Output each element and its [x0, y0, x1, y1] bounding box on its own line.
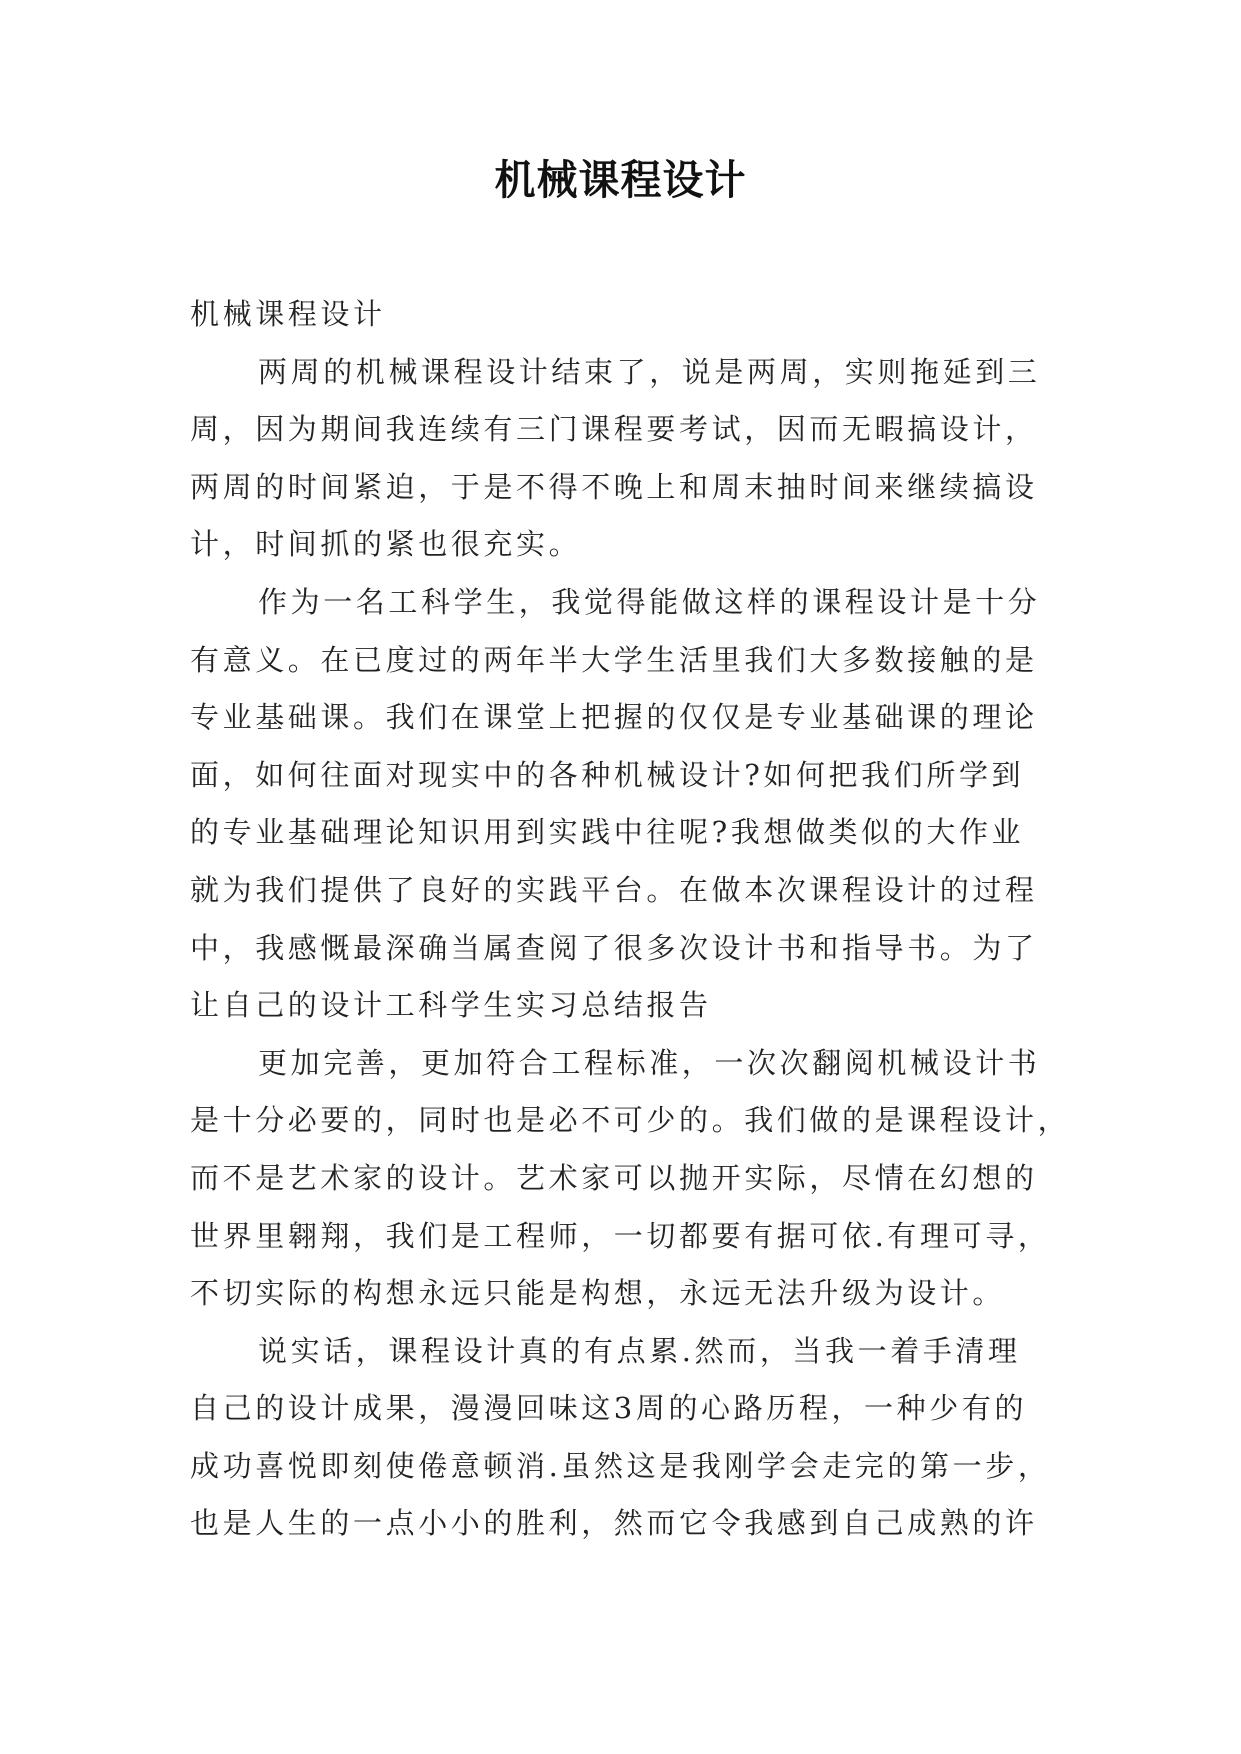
text-line: 世界里翱翔，我们是工程师，一切都要有据可依.有理可寻， — [190, 1218, 1051, 1253]
text-line: 作为一名工科学生，我觉得能做这样的课程设计是十分 — [258, 584, 1041, 619]
document-title: 机械课程设计 — [494, 156, 747, 204]
text-line: 的专业基础理论知识用到实践中往呢?我想做类似的大作业 — [190, 815, 1025, 850]
text-line: 两周的机械课程设计结束了，说是两周，实则拖延到三 — [258, 354, 1041, 389]
text-line: 不切实际的构想永远只能是构想，永远无法升级为设计。 — [190, 1276, 1006, 1311]
text-line: 是十分必要的，同时也是必不可少的。我们做的是课程设计， — [190, 1103, 1071, 1138]
text-line: 面，如何往面对现实中的各种机械设计?如何把我们所学到 — [190, 757, 1025, 792]
text-line: 说实话，课程设计真的有点累.然而，当我一着手清理 — [258, 1333, 1021, 1368]
text-line: 成功喜悦即刻使倦意顿消.虽然这是我刚学会走完的第一步， — [190, 1448, 1051, 1483]
text-line: 让自己的设计工科学生实习总结报告 — [190, 988, 712, 1023]
text-line: 计，时间抓的紧也很充实。 — [190, 527, 582, 562]
text-line: 而不是艺术家的设计。艺术家可以抛开实际，尽情在幻想的 — [190, 1160, 1038, 1195]
text-line: 也是人生的一点小小的胜利，然而它令我感到自己成熟的许 — [190, 1506, 1038, 1541]
text-line: 周，因为期间我连续有三门课程要考试，因而无暇搞设计， — [190, 412, 1038, 447]
text-line: 机械课程设计 — [190, 297, 386, 331]
text-line: 有意义。在已度过的两年半大学生活里我们大多数接触的是 — [190, 642, 1038, 677]
text-line: 两周的时间紧迫，于是不得不晚上和周末抽时间来继续搞设 — [190, 469, 1038, 504]
text-line: 自己的设计成果，漫漫回味这3周的心路历程，一种少有的 — [190, 1391, 1028, 1426]
text-line: 中，我感慨最深确当属查阅了很多次设计书和指导书。为了 — [190, 930, 1038, 965]
text-line: 专业基础课。我们在课堂上把握的仅仅是专业基础课的理论 — [190, 700, 1038, 735]
text-line: 更加完善，更加符合工程标准，一次次翻阅机械设计书 — [258, 1045, 1041, 1080]
text-line: 就为我们提供了良好的实践平台。在做本次课程设计的过程 — [190, 872, 1038, 907]
document-body — [190, 286, 1071, 1553]
